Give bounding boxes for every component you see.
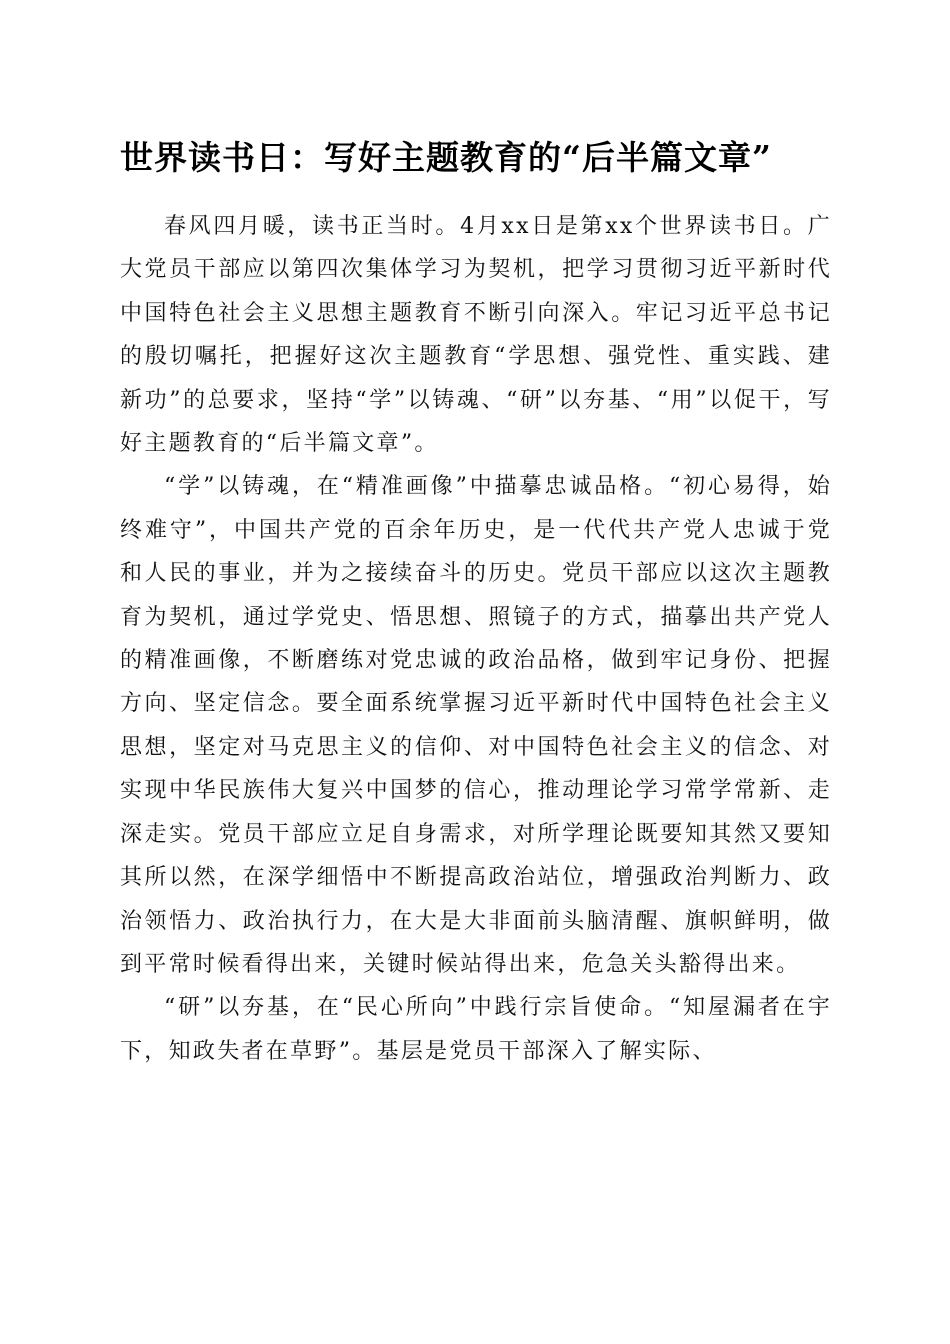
document-body — [120, 205, 832, 1073]
document-title: 世界读书日：写好主题教育的“后半篇文章” — [120, 138, 772, 177]
paragraph-research: “研”以夯基，在“民心所向”中践行宗旨使命。“知屋漏者在宇下，知政失者在草野”。基层是党员干部深入了解实际、 — [120, 995, 832, 1064]
paragraph-study: “学”以铸魂，在“精准画像”中描摹忠诚品格。“初心易得，始终难守”，中国共产党的百余年历史，是一代代共产党人忠诚于党和人民的事业，并为之接续奋斗的历史。党员干部应以这次主题教育为契机，通过学党史、悟思想、照镜子的方式，描摹出共产党人的精准画像，不断磨练对党忠诚的政治品格，做到牢记身份、把握方向、坚定信念。要全面系统掌握习近平新时代中国特色社会主义思想，坚定对马克思主义的信仰、对中国特色社会主义的信念、对实现中华民族伟大复兴中国梦的信心，推动理论学习常学常新、走深走实。党员干部应立足自身需求，对所学理论既要知其然又要知其所以然，在深学细悟中不断提高政治站位，增强政治判断力、政治领悟力、政治执行力，在大是大非面前头脑清醒、旗帜鲜明，做到平常时候看得出来，关键时候站得出来，危急关头豁得出来。 — [120, 474, 832, 977]
paragraph-intro: 春风四月暖，读书正当时。4月xx日是第xx个世界读书日。广大党员干部应以第四次集体学习为契机，把学习贯彻习近平新时代中国特色社会主义思想主题教育不断引向深入。牢记习近平总书记的殷切嘱托，把握好这次主题教育“学思想、强党性、重实践、建新功”的总要求，坚持“学”以铸魂、“研”以夯基、“用”以促干，写好主题教育的“后半篇文章”。 — [120, 214, 832, 457]
